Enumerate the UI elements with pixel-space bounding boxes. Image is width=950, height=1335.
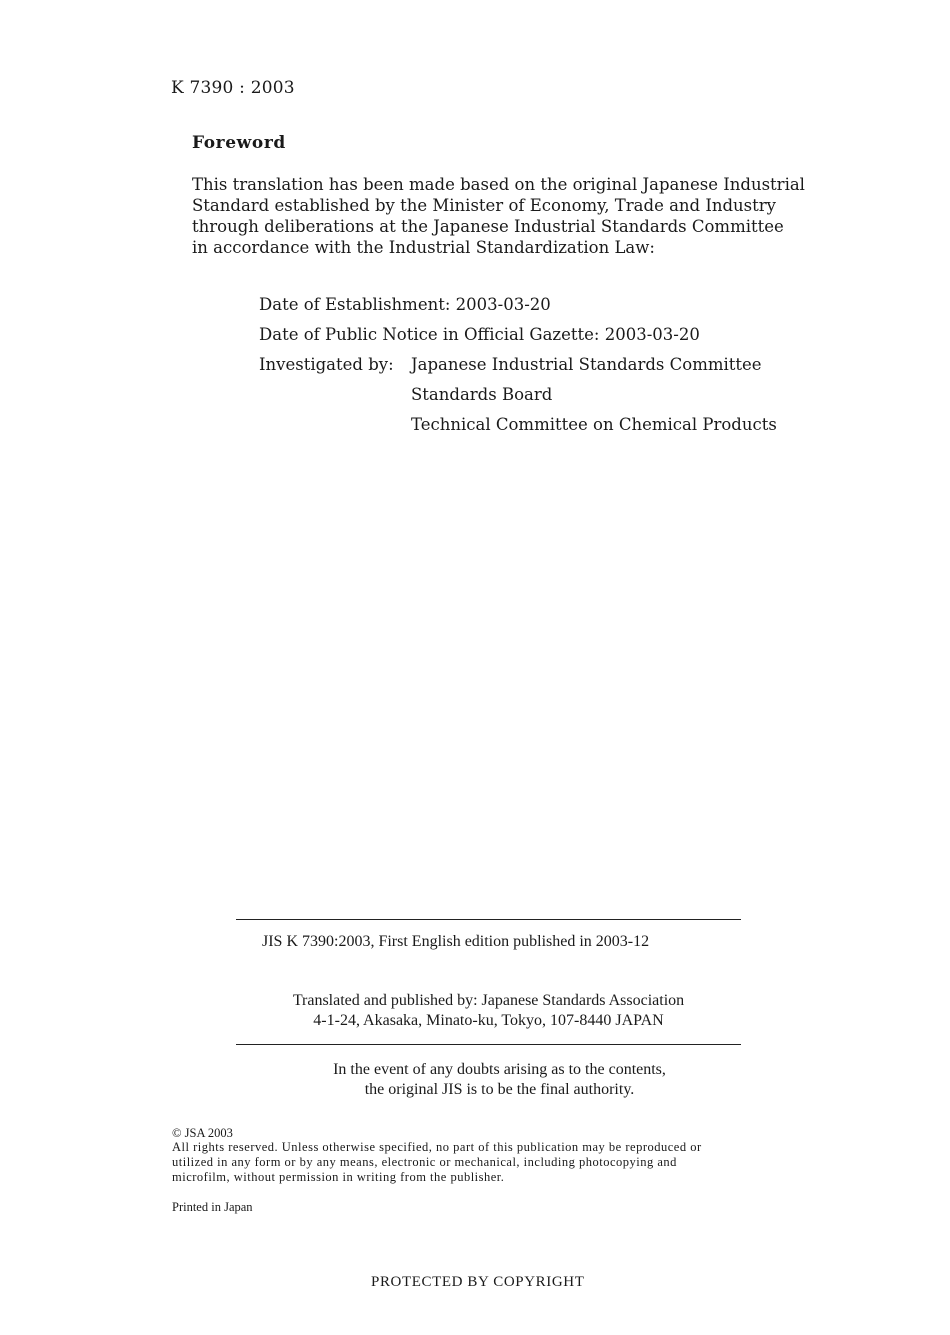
date-of-establishment: Date of Establishment: 2003-03-20 xyxy=(259,295,551,314)
investigated-by-technical-committee: Technical Committee on Chemical Products xyxy=(411,415,777,434)
divider-bottom xyxy=(236,1044,741,1045)
investigated-by-committee: Japanese Industrial Standards Committee xyxy=(411,355,762,374)
publisher-block xyxy=(236,991,741,1031)
divider-top xyxy=(236,919,741,920)
foreword-paragraph xyxy=(192,174,812,258)
rights-line: utilized in any form or by any means, electronic or mechanical, including photocopying and xyxy=(172,1155,677,1169)
standard-code: K 7390 : 2003 xyxy=(171,78,295,98)
printed-in: Printed in Japan xyxy=(172,1200,253,1214)
authority-notice xyxy=(236,1060,763,1100)
foreword-line: Standard established by the Minister of Economy, Trade and Industry xyxy=(192,196,776,215)
publisher-address: 4-1-24, Akasaka, Minato-ku, Tokyo, 107-8440 JAPAN xyxy=(313,1012,664,1029)
authority-line: the original JIS is to be the final authority. xyxy=(364,1081,635,1098)
authority-line: In the event of any doubts arising as to the contents, xyxy=(333,1061,666,1078)
copyright-notice: © JSA 2003 xyxy=(172,1126,233,1140)
rights-line: All rights reserved. Unless otherwise specified, no part of this publication may be reproduced or xyxy=(172,1140,702,1154)
foreword-line: in accordance with the Industrial Standardization Law: xyxy=(192,238,655,257)
edition-statement: JIS K 7390:2003, First English edition published in 2003-12 xyxy=(262,933,650,950)
date-of-public-notice: Date of Public Notice in Official Gazette: 2003-03-20 xyxy=(259,325,700,344)
foreword-line: This translation has been made based on the original Japanese Industrial xyxy=(192,175,805,194)
investigated-by-label: Investigated by: xyxy=(259,355,394,374)
rights-line: microfilm, without permission in writing from the publisher. xyxy=(172,1170,505,1184)
copyright-footer: PROTECTED BY COPYRIGHT xyxy=(371,1274,585,1290)
foreword-line: through deliberations at the Japanese Industrial Standards Committee xyxy=(192,217,784,236)
investigated-by-board: Standards Board xyxy=(411,385,553,404)
rights-statement xyxy=(172,1140,812,1185)
publisher-name: Translated and published by: Japanese Standards Association xyxy=(292,992,685,1009)
foreword-heading: Foreword xyxy=(192,133,286,153)
